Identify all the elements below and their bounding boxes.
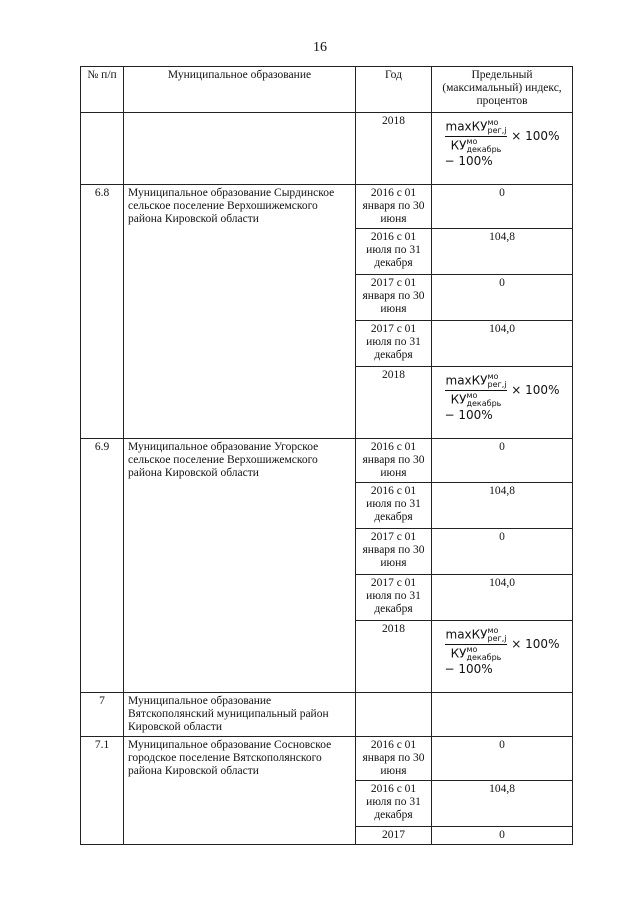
formula-numerator-sub: pег,j bbox=[487, 634, 507, 643]
formula-fraction bbox=[445, 119, 508, 154]
tariff-index-table bbox=[80, 66, 573, 845]
formula-numerator-sub: pег,j bbox=[487, 380, 507, 389]
period-cell: 2016 с 01 января по 30 июня bbox=[356, 185, 432, 229]
formula-multiplier: × 100% bbox=[511, 383, 560, 397]
index-value: 0 bbox=[432, 529, 573, 575]
table-row bbox=[81, 113, 573, 185]
formula-numerator-sub: pег,j bbox=[487, 126, 507, 135]
formula-numerator-sup: мо bbox=[487, 118, 499, 127]
formula-denominator-sup: мо bbox=[466, 391, 478, 400]
period-cell: 2016 с 01 июля по 31 декабря bbox=[356, 483, 432, 529]
formula-cell bbox=[432, 367, 573, 439]
row-number: 7.1 bbox=[81, 737, 124, 845]
municipality-name: Муниципальное образование Сырдинское сельское поселение Верхошижемского района Кировской области bbox=[124, 185, 356, 439]
municipality-name: Муниципальное образование Сосновское городское поселение Вятскополянского района Кировской области bbox=[124, 737, 356, 845]
index-value: 104,0 bbox=[432, 575, 573, 621]
period-cell: 2018 bbox=[356, 367, 432, 439]
formula-cell bbox=[432, 621, 573, 693]
row-number: 7 bbox=[81, 693, 124, 737]
index-value: 104,8 bbox=[432, 483, 573, 529]
table-row bbox=[81, 737, 573, 781]
formula-denominator: КУ bbox=[450, 392, 467, 407]
index-formula bbox=[445, 119, 560, 168]
formula-cell bbox=[432, 113, 573, 185]
period-cell: 2016 с 01 января по 30 июня bbox=[356, 439, 432, 483]
period-cell: 2017 с 01 июля по 31 декабря bbox=[356, 321, 432, 367]
formula-denominator-sup: мо bbox=[466, 137, 478, 146]
formula-denominator-sub: декабрь bbox=[466, 653, 502, 662]
year-cell: 2018 bbox=[356, 113, 432, 185]
index-value: 0 bbox=[432, 827, 573, 845]
formula-fraction bbox=[445, 373, 508, 408]
period-cell: 2017 с 01 июля по 31 декабря bbox=[356, 575, 432, 621]
index-formula bbox=[445, 627, 560, 676]
table-row bbox=[81, 439, 573, 483]
district-name: Муниципальное образование Вятскополянский муниципальный район Кировской области bbox=[124, 693, 356, 737]
table-row bbox=[81, 185, 573, 229]
formula-minus: − 100% bbox=[444, 408, 493, 422]
row-number: 6.8 bbox=[81, 185, 124, 439]
index-value: 104,8 bbox=[432, 781, 573, 827]
table-row bbox=[81, 693, 573, 737]
index-value: 0 bbox=[432, 185, 573, 229]
index-formula bbox=[445, 373, 560, 422]
table-header-row bbox=[81, 67, 573, 113]
formula-numerator: maxКУ bbox=[445, 119, 488, 134]
formula-numerator-sup: мо bbox=[487, 626, 499, 635]
header-year: Год bbox=[356, 67, 432, 113]
formula-numerator: maxКУ bbox=[445, 627, 488, 642]
formula-numerator: maxКУ bbox=[445, 373, 488, 388]
period-cell: 2016 с 01 июля по 31 декабря bbox=[356, 229, 432, 275]
period-cell: 2018 bbox=[356, 621, 432, 693]
header-index: Предельный (максимальный) индекс, процентов bbox=[432, 67, 573, 113]
formula-denominator-sub: декабрь bbox=[466, 145, 502, 154]
formula-denominator-sup: мо bbox=[466, 645, 478, 654]
formula-minus: − 100% bbox=[444, 154, 493, 168]
formula-fraction bbox=[445, 627, 508, 662]
formula-numerator-sup: мо bbox=[487, 372, 499, 381]
index-value: 0 bbox=[432, 439, 573, 483]
formula-multiplier: × 100% bbox=[511, 637, 560, 651]
period-cell: 2017 с 01 января по 30 июня bbox=[356, 275, 432, 321]
header-municipality: Муниципальное образование bbox=[124, 67, 356, 113]
period-cell: 2017 bbox=[356, 827, 432, 845]
index-value: 104,8 bbox=[432, 229, 573, 275]
municipality-name: Муниципальное образование Угорское сельское поселение Верхошижемского района Кировской области bbox=[124, 439, 356, 693]
row-number: 6.9 bbox=[81, 439, 124, 693]
formula-denominator: КУ bbox=[450, 138, 467, 153]
period-cell: 2016 с 01 января по 30 июня bbox=[356, 737, 432, 781]
formula-denominator-sub: декабрь bbox=[466, 399, 502, 408]
index-value: 0 bbox=[432, 275, 573, 321]
header-num: № п/п bbox=[81, 67, 124, 113]
formula-denominator: КУ bbox=[450, 646, 467, 661]
formula-multiplier: × 100% bbox=[511, 129, 560, 143]
index-value: 0 bbox=[432, 737, 573, 781]
period-cell: 2016 с 01 июля по 31 декабря bbox=[356, 781, 432, 827]
formula-minus: − 100% bbox=[444, 662, 493, 676]
index-value: 104,0 bbox=[432, 321, 573, 367]
period-cell: 2017 с 01 января по 30 июня bbox=[356, 529, 432, 575]
page-number: 16 bbox=[313, 40, 327, 55]
